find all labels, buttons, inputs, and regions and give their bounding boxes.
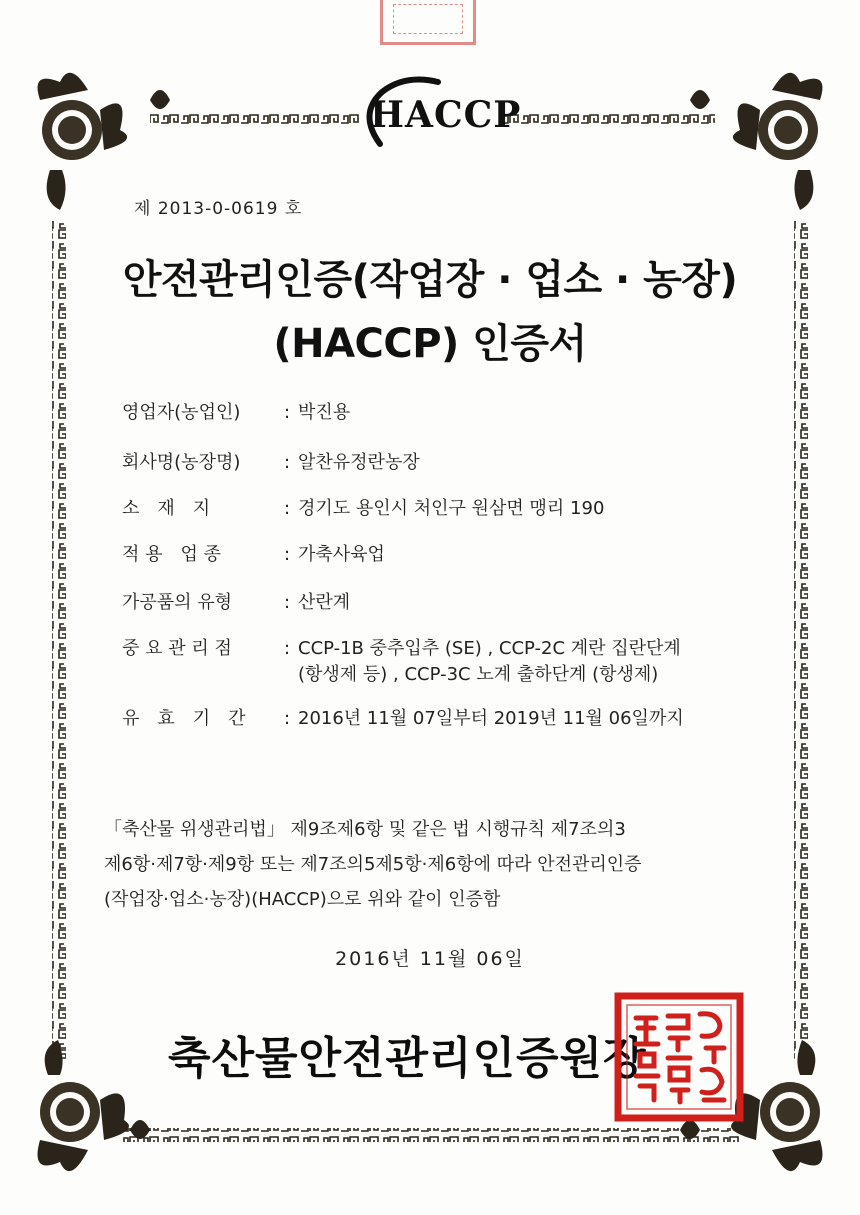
field-business-owner: 영업자(농업인) : 박진용 xyxy=(122,400,762,426)
field-label: 중 요 관 리 점 xyxy=(122,638,232,659)
field-validity-period: 유 효 기 간 : 2016년 11월 07일부터 2019년 11월 06일까지 xyxy=(122,706,762,732)
corner-ornament-top-right xyxy=(690,73,823,210)
field-value: 가축사육업 xyxy=(298,544,385,565)
field-value: 산란계 xyxy=(298,592,351,613)
top-seal-fragment xyxy=(380,0,476,45)
field-label: 가공품의 유형 xyxy=(122,592,233,613)
field-value: 2016년 11월 07일부터 2019년 11월 06일까지 xyxy=(298,708,684,729)
corner-ornament-bottom-left xyxy=(38,1040,151,1171)
ccp-line-1: CCP-1B 중추입추 (SE) , CCP-2C 계란 집란단계 xyxy=(298,638,681,659)
field-company-name: 회사명(농장명) : 알찬유정란농장 xyxy=(122,450,762,476)
field-industry: 적 용 업 종 : 가축사육업 xyxy=(122,542,762,568)
field-label: 적 용 업 종 xyxy=(122,544,221,565)
field-value: 경기도 용인시 처인구 원삼면 맹리 190 xyxy=(298,498,605,519)
ccp-line-2: (항생제 등) , CCP-3C 노계 출하단계 (항생제) xyxy=(298,664,659,685)
field-critical-control-points: 중 요 관 리 점 : CCP-1B 중추입추 (SE) , CCP-2C 계란 집란단계 (항생제 등) , CCP-3C 노계 출하단계 (항생제) xyxy=(122,636,762,688)
corner-ornament-top-left xyxy=(38,73,171,210)
field-address: 소 재 지 : 경기도 용인시 처인구 원삼면 맹리 190 xyxy=(122,496,762,522)
haccp-logo: HACCP xyxy=(360,74,505,156)
field-value: 알찬유정란농장 xyxy=(298,452,420,473)
issuer-name: 축산물안전관리인증원장 xyxy=(168,1033,647,1084)
field-label: 유 효 기 간 xyxy=(122,708,246,729)
official-seal-stamp xyxy=(614,992,744,1122)
field-label: 소 재 지 xyxy=(122,498,211,519)
issue-date: 2016년 11월 06일 xyxy=(335,948,525,970)
certificate-number: 제 2013-0-0619 호 xyxy=(134,199,303,219)
field-value: 박진용 xyxy=(298,402,351,423)
field-value xyxy=(298,636,762,688)
certificate-title: 안전관리인증(작업장 · 업소 · 농장) xyxy=(122,257,738,303)
field-label: 영업자(농업인) xyxy=(122,402,241,423)
certificate-subtitle: (HACCP) 인증서 xyxy=(273,321,587,367)
field-product-type: 가공품의 유형 : 산란계 xyxy=(122,590,762,616)
certification-statement: 「축산물 위생관리법」 제9조제6항 및 같은 법 시행규칙 제7조의3 제6항·제7항·제9항 또는 제7조의5제5항·제6항에 따라 안전관리인증 (작업장·업소·농장)(HACCP)으로 위와 같이 인증함 xyxy=(104,819,642,910)
field-label: 회사명(농장명) xyxy=(122,452,241,473)
